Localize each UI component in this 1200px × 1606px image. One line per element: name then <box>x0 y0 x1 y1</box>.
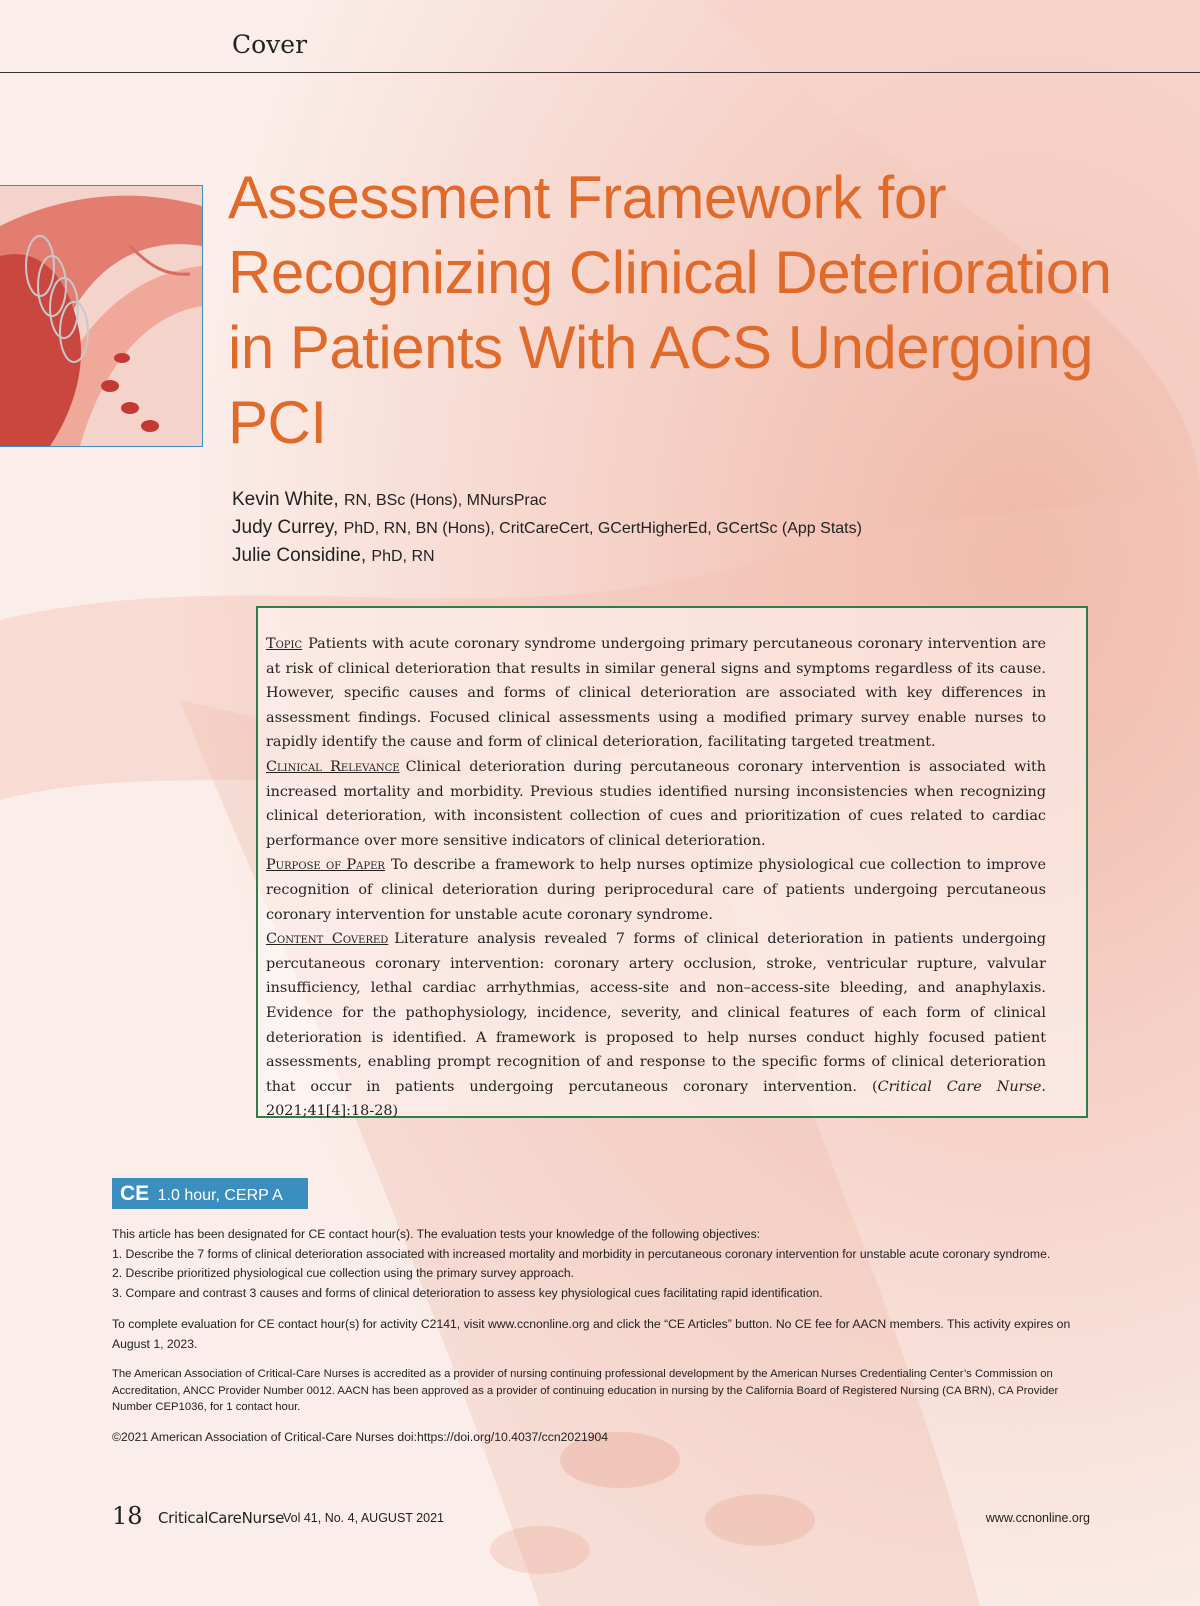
abstract-purpose <box>266 853 1046 927</box>
issue-info: Vol 41, No. 4, AUGUST 2021 <box>283 1511 444 1525</box>
abstract-content-covered <box>266 927 1046 1124</box>
ce-accreditation: The American Association of Critical-Care Nurses is accredited as a provider of nursing continuing professional development by the American Nurses Credentialing Center’s Commission on Accreditation, ANCC Provider Number 0012. AACN has been approved as a provider of continuing education in nursing by the California Board of Registered Nursing (CA BRN), CA Provider Number CEP1036, for 1 contact hour. <box>112 1368 1059 1413</box>
author-credentials: PhD, RN <box>371 548 435 565</box>
abstract-heading: Topic <box>266 636 303 652</box>
author-credentials: PhD, RN, BN (Hons), CritCareCert, GCertHigherEd, GCertSc (App Stats) <box>343 520 862 537</box>
cover-image <box>0 185 203 447</box>
abstract-heading: Content Covered <box>266 931 389 948</box>
top-divider <box>0 72 1200 73</box>
author-2: Judy Currey, PhD, RN, BN (Hons), CritCareCert, GCertHigherEd, GCertSc (App Stats) <box>232 517 862 538</box>
abstract-text: Clinical deterioration during percutaneous coronary intervention is associated with increased mortality and morbidity. Previous studies identified nursing inconsistencies when recognizing clinical deterioration, with inconsistent collection of cues and prioritization of cues related to cardiac performance over more sensitive indicators of clinical deterioration. <box>266 758 1046 849</box>
journal-name: CriticalCareNurse <box>158 1509 285 1527</box>
abstract-clinical-relevance <box>266 755 1046 853</box>
abstract-box <box>256 606 1088 1118</box>
author-list <box>232 486 1132 570</box>
ce-hours: 1.0 hour, CERP A <box>157 1187 283 1204</box>
abstract-text: Literature analysis revealed 7 forms of clinical deterioration in patients undergoing percutaneous coronary intervention: coronary artery occlusion, stroke, ventricular rupture, valvular insufficiency, lethal cardiac arrhythmias, access-site and non–access-site bleeding, and anaphylaxis. Evidence for the pathophysiology, incidence, severity, and clinical features of each form of clinical deterioration is identified. A framework is proposed to help nurses conduct highly focused patient assessments, enabling prompt recognition of and response to the specific forms of clinical deterioration that occur in patients undergoing percutaneous coronary intervention. ( <box>266 931 1046 1095</box>
ce-objective: 2. Describe prioritized physiological cue collection using the primary survey approach. <box>112 1266 574 1280</box>
page-number: 18 <box>112 1502 143 1530</box>
ce-objective: 3. Compare and contrast 3 causes and forms of clinical deterioration to assess key physiological cues facilitating rapid identification. <box>112 1285 823 1300</box>
author-1: Kevin White, RN, BSc (Hons), MNursPrac <box>232 489 547 510</box>
section-label: Cover <box>232 30 308 59</box>
abstract-heading: Clinical Relevance <box>266 758 400 775</box>
ce-label: CE <box>120 1182 150 1205</box>
citation-details: . 2021;41[4]:18-28) <box>266 1078 1046 1120</box>
copyright-doi: ©2021 American Association of Critical-Care Nurses doi:https://doi.org/10.4037/ccn2021904 <box>112 1429 609 1444</box>
citation-journal: Critical Care Nurse <box>877 1078 1042 1095</box>
ce-instructions: To complete evaluation for CE contact hour(s) for activity C2141, visit www.ccnonline.org and click the “CE Articles” button. No CE fee for AACN members. This activity expires on August 1, 2023. <box>112 1317 1071 1351</box>
abstract-text: Patients with acute coronary syndrome undergoing primary percutaneous coronary intervention are at risk of clinical deterioration that results in similar general signs and symptoms regardless of its cause. However, specific causes and forms of clinical deterioration are associated with key differences in assessment findings. Focused clinical assessments using a modified primary survey enable nurses to rapidly identify the cause and form of clinical deterioration, facilitating targeted treatment. <box>266 636 1046 751</box>
author-name: Julie Considine <box>232 545 361 566</box>
page-footer <box>112 1502 1090 1532</box>
abstract-topic <box>266 632 1046 755</box>
author-name: Judy Currey <box>232 517 334 538</box>
abstract-heading: Purpose of Paper <box>266 857 385 874</box>
author-name: Kevin White <box>232 489 334 510</box>
author-3: Julie Considine, PhD, RN <box>232 545 435 566</box>
ce-objective: 1. Describe the 7 forms of clinical deterioration associated with increased mortality and morbidity in percutaneous coronary intervention for unstable acute coronary syndrome. <box>112 1246 1051 1261</box>
ce-info <box>112 1225 1080 1447</box>
website-link[interactable]: www.ccnonline.org <box>985 1511 1090 1525</box>
author-credentials: RN, BSc (Hons), MNursPrac <box>343 492 547 509</box>
article-title: Assessment Framework for Recognizing Clinical Deterioration in Patients With ACS Undergoing PCI <box>228 164 1112 456</box>
ce-badge <box>112 1178 308 1209</box>
abstract-text: To describe a framework to help nurses optimize physiological cue collection to improve recognition of clinical deterioration during periprocedural care of patients undergoing percutaneous coronary intervention for unstable acute coronary syndrome. <box>266 857 1046 923</box>
ce-intro: This article has been designated for CE contact hour(s). The evaluation tests your knowledge of the following objectives: <box>112 1227 761 1241</box>
stented-artery-icon <box>0 186 202 446</box>
